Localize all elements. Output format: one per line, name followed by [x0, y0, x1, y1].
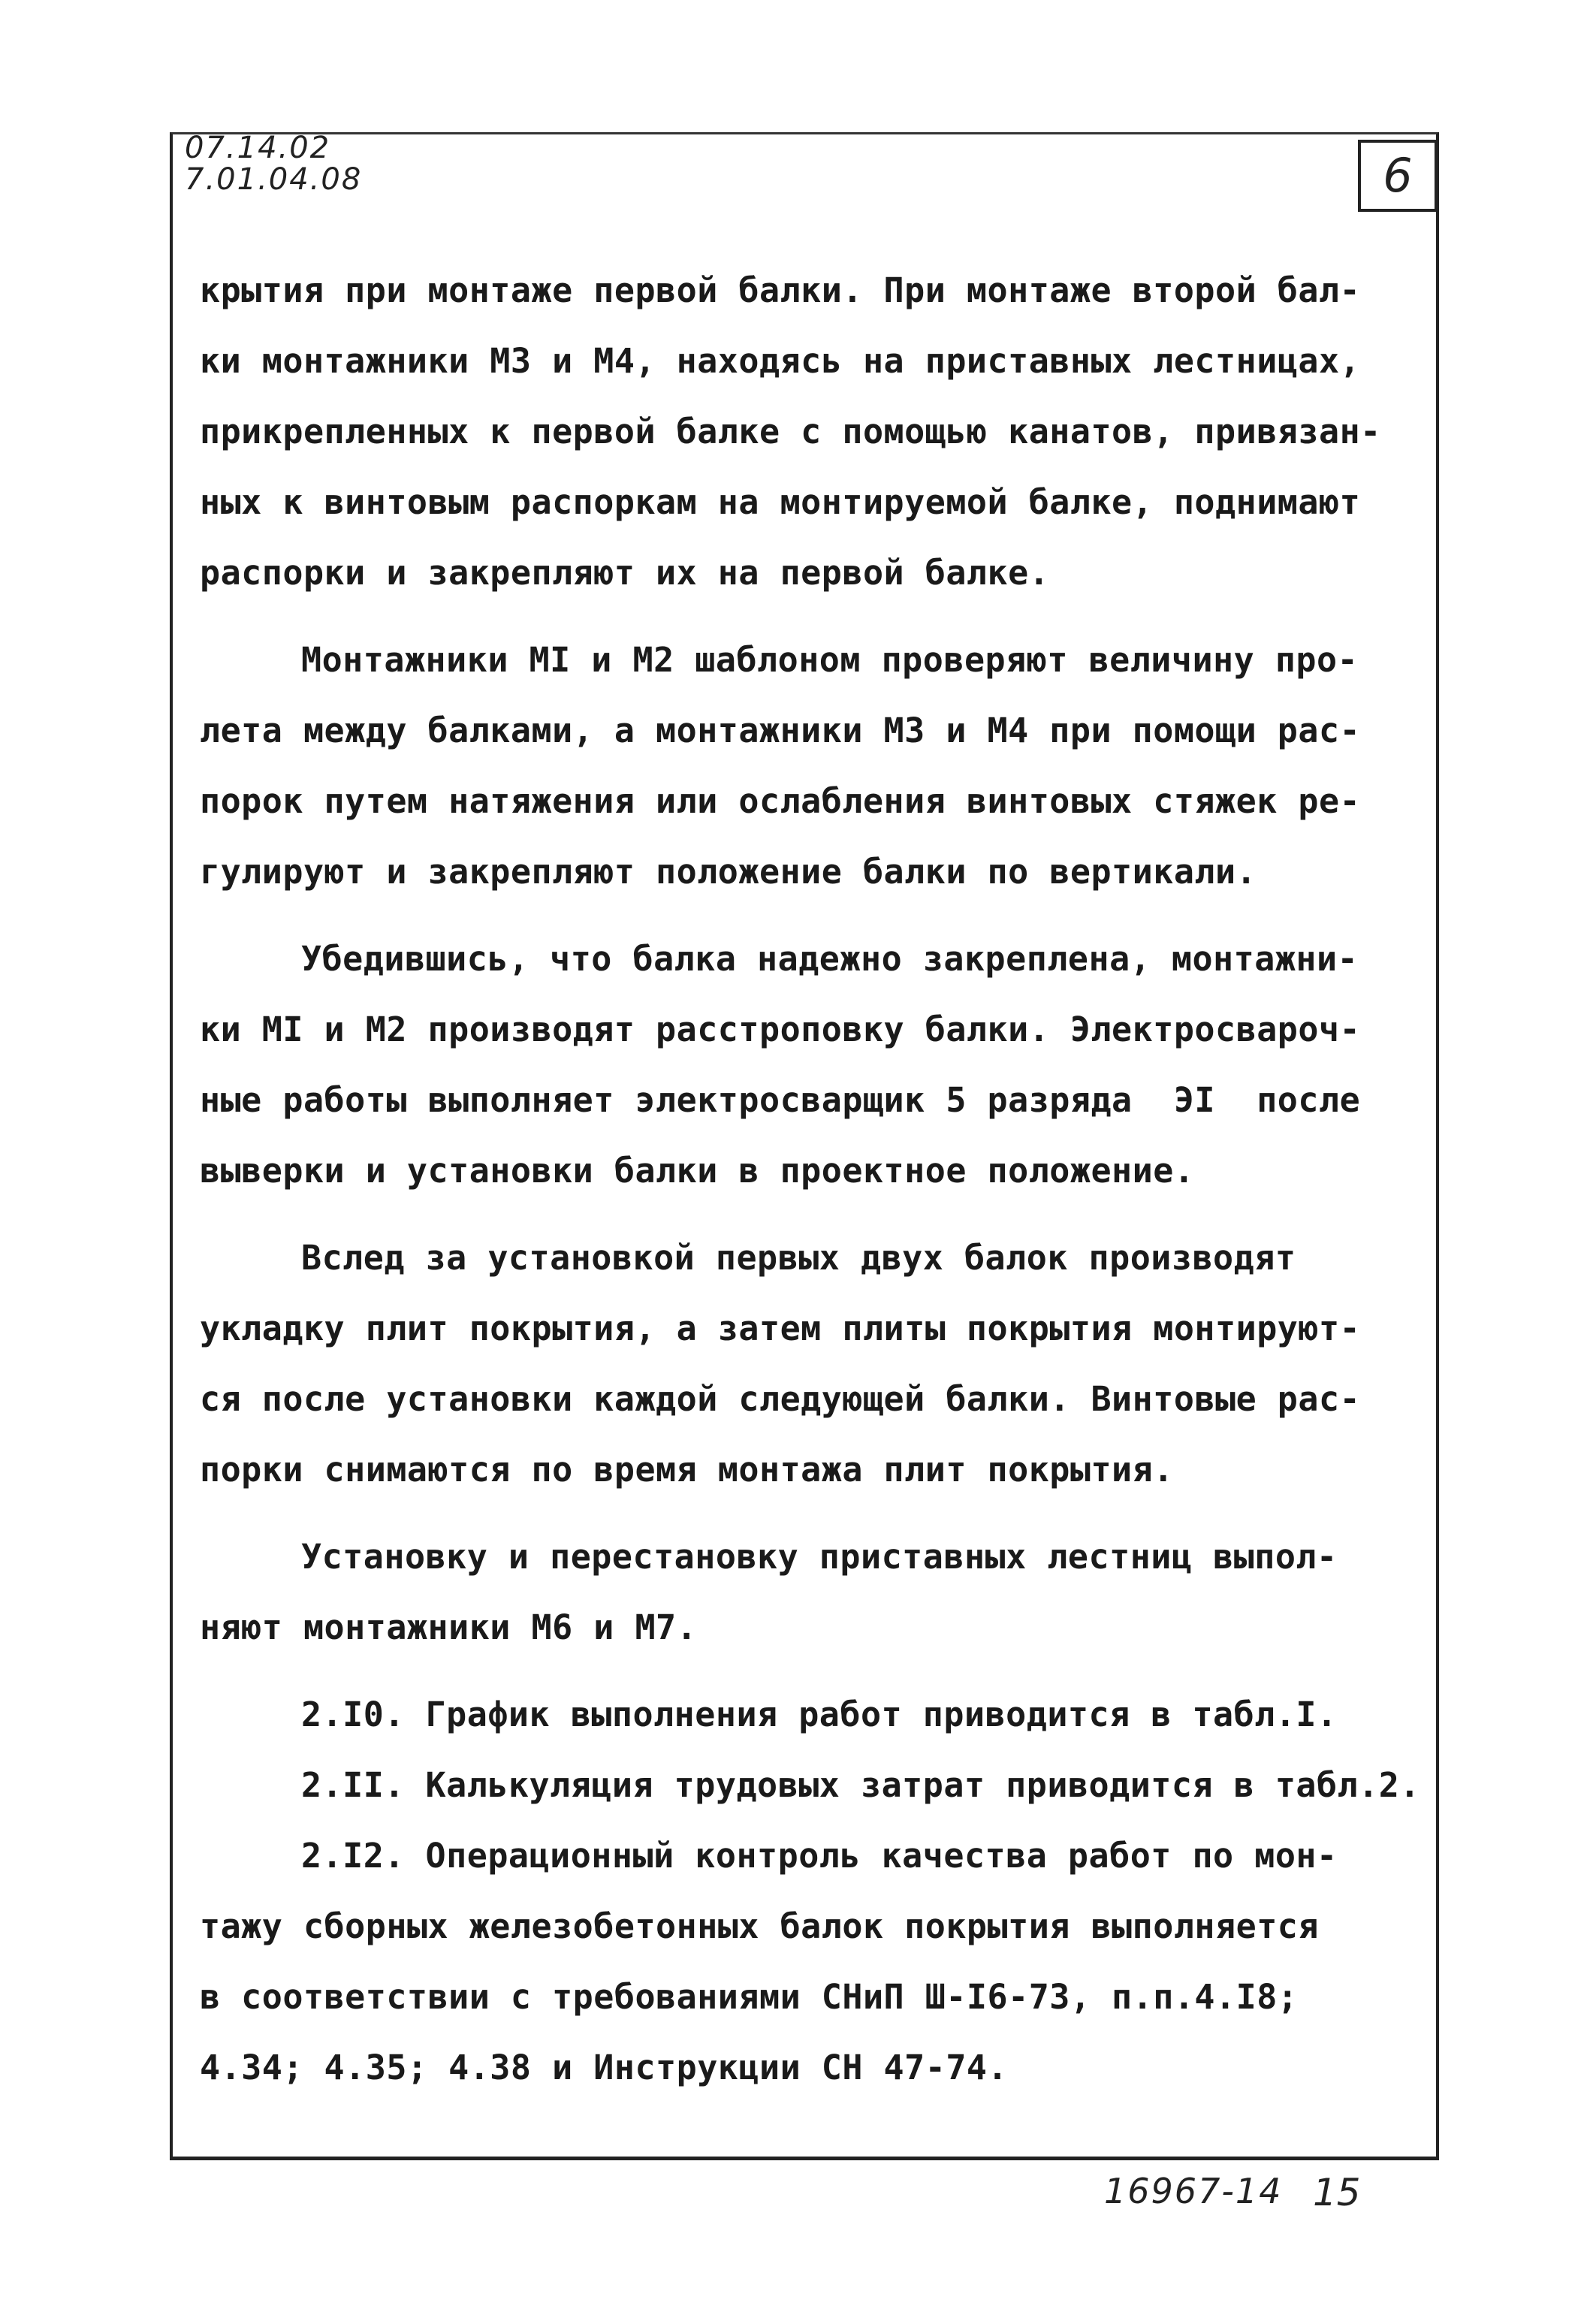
paragraph [200, 625, 1432, 907]
text-line: порки снимаются по время монтажа плит покрытия. [200, 1450, 1174, 1490]
text-line: лета между балками, а монтажники М3 и М4 при помощи рас- [200, 711, 1361, 750]
text-line: Вслед за установкой первых двух балок производят [301, 1238, 1296, 1278]
text-line: 2.I2. Операционный контроль качества работ по мон- [301, 1836, 1338, 1876]
body-text [200, 255, 1432, 2120]
text-line: ные работы выполняет электросварщик 5 разряда ЭI после [200, 1080, 1361, 1120]
document-codes [185, 132, 362, 195]
section-2-10 [200, 1680, 1432, 1750]
text-line: распорки и закрепляют их на первой балке. [200, 553, 1050, 593]
page-number-box: 6 [1358, 140, 1438, 212]
text-line: Убедившись, что балка надежно закреплена, монтажни- [301, 939, 1359, 979]
text-line: порок путем натяжения или ослабления винтовых стяжек ре- [200, 781, 1361, 821]
text-line: ных к винтовым распоркам на монтируемой балке, поднимают [200, 482, 1361, 522]
text-line: няют монтажники М6 и М7. [200, 1607, 698, 1647]
paragraph [200, 924, 1432, 1206]
paragraph [200, 1522, 1432, 1663]
text-line: ки МI и М2 производят расстроповку балки. Электросвароч- [200, 1010, 1361, 1049]
text-line: тажу сборных железобетонных балок покрытия выполняется [200, 1906, 1319, 1946]
footer-page-number: 15 [1313, 2171, 1361, 2214]
text-line: в соответствии с требованиями СНиП Ш-I6-73, п.п.4.I8; [200, 1977, 1299, 2017]
text-line: ся после установки каждой следующей балки. Винтовые рас- [200, 1379, 1361, 1419]
text-line: крытия при монтаже первой балки. При монтаже второй бал- [200, 270, 1361, 310]
footer-document-code: 16967-14 [1104, 2171, 1283, 2211]
document-code-2: 7.01.04.08 [185, 162, 363, 197]
paragraph [200, 255, 1432, 608]
text-line: 2.II. Калькуляция трудовых затрат приводится в табл.2. [301, 1765, 1420, 1805]
section-2-11 [200, 1750, 1432, 1821]
text-line: Установку и перестановку приставных лестниц выпол- [301, 1537, 1338, 1577]
section-2-12 [200, 1821, 1432, 2103]
text-line: ки монтажники М3 и М4, находясь на приставных лестницах, [200, 341, 1361, 381]
text-line: выверки и установки балки в проектное положение. [200, 1151, 1195, 1191]
text-line: 4.34; 4.35; 4.38 и Инструкции СН 47-74. [200, 2048, 1009, 2087]
text-line: гулируют и закрепляют положение балки по вертикали. [200, 852, 1257, 892]
document-code-1: 07.14.02 [185, 131, 331, 165]
text-line: 2.I0. График выполнения работ приводится в табл.I. [301, 1695, 1338, 1734]
text-line: прикрепленных к первой балке с помощью канатов, привязан- [200, 412, 1381, 451]
text-line: укладку плит покрытия, а затем плиты покрытия монтируют- [200, 1308, 1361, 1348]
text-line: Монтажники МI и М2 шаблоном проверяют величину про- [301, 640, 1359, 680]
paragraph [200, 1223, 1432, 1505]
